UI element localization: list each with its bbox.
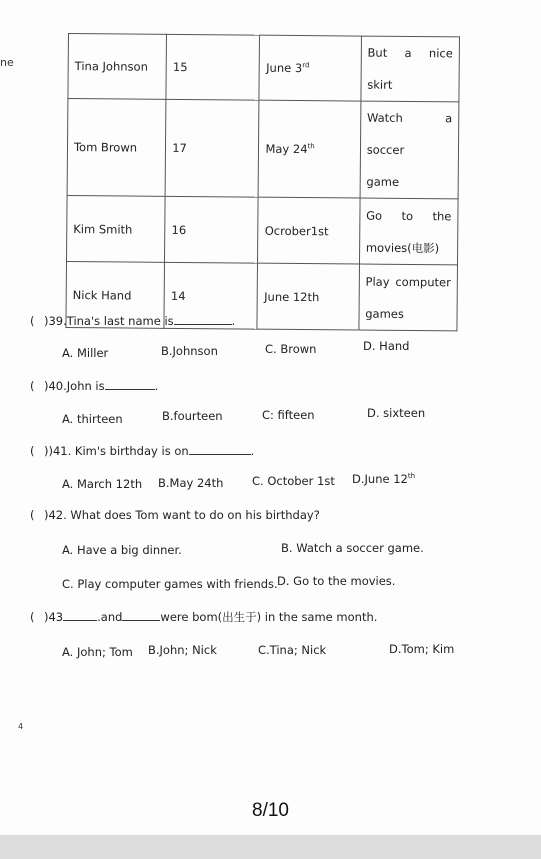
option-b[interactable]: B. Watch a soccer game. (281, 541, 424, 555)
question-40: ( )40.John is . (30, 379, 159, 393)
answer-blank[interactable] (105, 388, 155, 390)
scan-mark: 4 (18, 722, 24, 731)
table-row (67, 99, 459, 199)
option-a[interactable]: A. John; Tom (62, 645, 133, 659)
name-cell: Kim Smith (67, 195, 166, 262)
option-a[interactable]: A. March 12th (62, 477, 143, 491)
cut-off-edge-text: ne (0, 56, 14, 69)
option-b[interactable]: B.John; Nick (148, 643, 217, 657)
name-cell: Tom Brown (67, 99, 166, 197)
option-c[interactable]: C. Brown (265, 342, 317, 356)
option-a[interactable]: A. Miller (62, 346, 109, 360)
name-cell: Tina Johnson (68, 34, 167, 100)
wish-cell: Go to the movies(电影) (359, 198, 458, 265)
question-42: ( )42. What does Tom want to do on his birthday? (30, 508, 320, 522)
birthday-cell: June 12th (257, 263, 359, 330)
birthday-cell: Ocrober1st (258, 197, 360, 264)
option-d[interactable]: D. Go to the movies. (277, 574, 396, 588)
age-cell: 16 (165, 196, 259, 263)
option-d[interactable]: D. sixteen (367, 406, 426, 420)
option-c[interactable]: C.Tina; Nick (258, 643, 327, 657)
option-c[interactable]: C. Play computer games with friends. (62, 577, 278, 591)
option-b[interactable]: B.May 24th (158, 476, 224, 490)
option-c[interactable]: C: fifteen (262, 408, 315, 422)
question-43: ( )43 .and were bom(出生于) in the same month. (30, 610, 378, 624)
table-row (67, 195, 459, 264)
option-c[interactable]: C. October 1st (252, 474, 335, 488)
birthday-table (65, 33, 460, 331)
birthday-cell: June 3rd (259, 35, 361, 101)
page-number: 8/10 (252, 800, 289, 821)
option-d[interactable]: D.June 12th (352, 472, 416, 486)
age-cell: 15 (166, 34, 260, 100)
answer-blank[interactable] (63, 619, 97, 621)
option-b[interactable]: B.Johnson (161, 344, 218, 358)
question-41: ( ))41. Kim's birthday is on . (30, 444, 255, 458)
option-d[interactable]: D.Tom; Kim (389, 642, 455, 656)
age-cell: 14 (164, 262, 258, 329)
option-a[interactable]: A. Have a big dinner. (62, 543, 182, 557)
answer-blank[interactable] (189, 453, 251, 455)
answer-blank[interactable] (174, 323, 232, 325)
table-row (68, 34, 460, 102)
option-a[interactable]: A. thirteen (62, 412, 123, 426)
wish-cell: Play computer games (359, 264, 458, 331)
answer-blank[interactable] (122, 619, 160, 621)
option-b[interactable]: B.fourteen (162, 409, 223, 423)
wish-cell: Watch a soccer game (360, 101, 459, 199)
birthday-cell: May 24th (259, 100, 361, 198)
question-39: ( )39.Tina's last name is . (30, 314, 236, 328)
name-cell: Nick Hand (66, 261, 165, 328)
bottom-toolbar (0, 835, 541, 859)
option-d[interactable]: D. Hand (363, 339, 410, 353)
wish-cell: But a nice skirt (361, 36, 460, 102)
age-cell: 17 (165, 99, 259, 197)
